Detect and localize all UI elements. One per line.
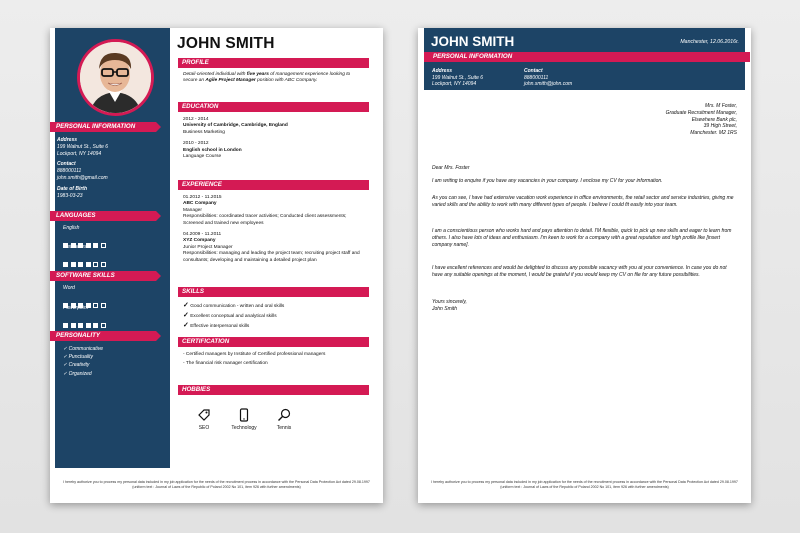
- software-skills-title: SOFTWARE SKILLS: [50, 271, 156, 281]
- letter-section-title: PERSONAL INFORMATION: [424, 52, 750, 62]
- experience-title: EXPERIENCE: [178, 180, 369, 190]
- level-square: [86, 262, 91, 267]
- level-square: [101, 243, 106, 248]
- seo-tag-icon: [197, 408, 211, 422]
- software-level-word: [63, 295, 108, 301]
- hobby-seo: SEO: [184, 408, 224, 431]
- software-name: Powerpoint: [63, 305, 89, 311]
- letter-footer: I hereby authorize you to process my personal data included in my job application for the needs of the recruitment process in accordance with the Personal Data Protection Act dated 29.08.1997 (uniform text : Journal of Laws of the Republic of Poland 2002 No 101, item 926 with further amendments): [431, 480, 738, 489]
- level-square: [93, 303, 98, 308]
- level-square: [93, 243, 98, 248]
- software-level-powerpoint: [63, 315, 108, 321]
- language-level-vietnamese: [63, 254, 108, 260]
- education-entries: 2012 - 2014 University of Cambridge, Cambridge, England Business Marketing 2010 - 2012 English school in London Language Course: [183, 117, 288, 160]
- level-square: [63, 323, 68, 328]
- contact-label: Contact: [57, 161, 76, 168]
- level-square: [78, 323, 83, 328]
- dob-label: Date of Birth: [57, 185, 87, 192]
- level-square: [78, 262, 83, 267]
- level-square: [86, 323, 91, 328]
- profile-title: PROFILE: [178, 58, 369, 68]
- personal-info-title: PERSONAL INFORMATION: [50, 122, 156, 132]
- hobby-tennis: Tennis: [264, 408, 304, 431]
- paragraph: As you can see, I have had extensive vacation work experience in office environments, the retail sector and service industries, giving me varied skills and the ability to work with many different types of people. I believe I could fit easily into your team.: [432, 195, 734, 209]
- cv-footer: I hereby authorize you to process my personal data included in my job application for the needs of the recruitment process in accordance with the Personal Data Protection Act dated 29.08.1997 (uniform text : Journal of Laws of the Republic of Poland 2002 No 101, item 926 with further amendments): [63, 480, 370, 489]
- list-item: ✓ Communicative: [63, 346, 104, 352]
- education-title: EDUCATION: [178, 102, 369, 112]
- language-name: Vietnamese: [63, 244, 90, 250]
- software-name: Word: [63, 285, 75, 291]
- greeting: Dear Mrs. Foster: [432, 165, 470, 171]
- address-label: Address: [57, 137, 78, 143]
- dob: 1983-03-23: [57, 192, 83, 199]
- letter-name: JOHN SMITH: [431, 34, 515, 49]
- paragraph: I am writing to enquire if you have any vacancies in your company. I enclose my CV for your information.: [432, 178, 663, 184]
- certification-title: CERTIFICATION: [178, 337, 369, 347]
- profile-text: Detail-oriented individual with five years of management experience looking to secure an Agile Project Manager position with ABC Company.: [183, 72, 351, 84]
- language-level-english: [63, 235, 108, 241]
- hobby-technology: Technology: [224, 408, 264, 431]
- list-item: ✓ Excellent conceptual and analytical skills: [183, 312, 277, 319]
- profile-photo: [77, 39, 154, 116]
- level-square: [101, 262, 106, 267]
- level-square: [63, 262, 68, 267]
- level-square: [71, 323, 76, 328]
- list-item: ✓ Effective interpersonal skills: [183, 322, 250, 329]
- skills-list: [183, 301, 368, 331]
- address-line2: Lockport, NY 14094: [57, 150, 102, 157]
- level-square: [101, 303, 106, 308]
- list-item: ✓ Punctuality: [63, 354, 94, 361]
- languages-title: LANGUAGES: [50, 211, 156, 221]
- paragraph: I have excellent references and would be delighted to discuss any possible vacancy with you at your convenience. In case you do not have any suitable openings at the moment, I would be grateful if you would keep my CV on file for any future possibilities.: [432, 265, 727, 279]
- personal-info-details: [57, 137, 108, 199]
- cv-name: JOHN SMITH: [177, 35, 275, 52]
- address-line1: 199 Walnut St., Suite 6: [57, 143, 109, 150]
- skills-title: SKILLS: [178, 287, 369, 297]
- phone-icon: [237, 408, 251, 422]
- paragraph: I am a conscientious person who works hard and pays attention to detail. I'M flexible, quick to pick up new skills and eager to learn from others. I also have lots of ideas and enthusiasm. I'm keen to work for a company with a great reputation and high profile like [insert company name].: [432, 228, 732, 249]
- cv-page: [50, 28, 383, 503]
- certification-list: - Certified managers by Institute of Certified professional managers - The financial risk manager certification: [183, 352, 326, 367]
- personality-list: [63, 345, 103, 378]
- language-name: English: [63, 225, 80, 231]
- list-item: ✓ Creativity: [63, 362, 90, 369]
- hobbies-title: HOBBIES: [178, 385, 369, 395]
- closing: Yours sincerely, John Smith: [432, 299, 467, 313]
- level-square: [93, 323, 98, 328]
- level-square: [71, 262, 76, 267]
- tennis-racket-icon: [277, 408, 291, 422]
- experience-entries: 01.2012 - 11.2015 ABC Company Manager Responsibilities: coordinated tracer activities; Conducted client assessments; Screened and trained new employees 04.2009 - 11.2011 XYZ Company Junior Project Manager Responsibilities: managing and leading the project team; recruiting project staff and consultants; developing and maintaining a detailed project plan: [183, 195, 360, 263]
- letter-date: Manchester, 12.06.2016r.: [680, 39, 739, 45]
- list-item: ✓ Good communication - written and oral skills: [183, 302, 285, 309]
- level-square: [101, 323, 106, 328]
- personality-title: PERSONALITY: [50, 331, 156, 341]
- level-square: [93, 262, 98, 267]
- letter-address: Address 199 Walnut St., Suite 6 Lockport, NY 14094: [432, 68, 484, 88]
- list-item: ✓ Organized: [63, 370, 92, 377]
- phone: 888000111: [57, 168, 82, 175]
- cover-letter-page: [418, 28, 751, 503]
- letter-contact: Contact 888000111 john.smith@john.com: [524, 68, 573, 88]
- recipient-address: Mrs. M Foster, Graduate Recruitment Manager, Elsewhere Bank plc, 39 High Street, Manchester. M2 1RS: [665, 103, 737, 137]
- email: john.smith@gmail.com: [57, 174, 108, 181]
